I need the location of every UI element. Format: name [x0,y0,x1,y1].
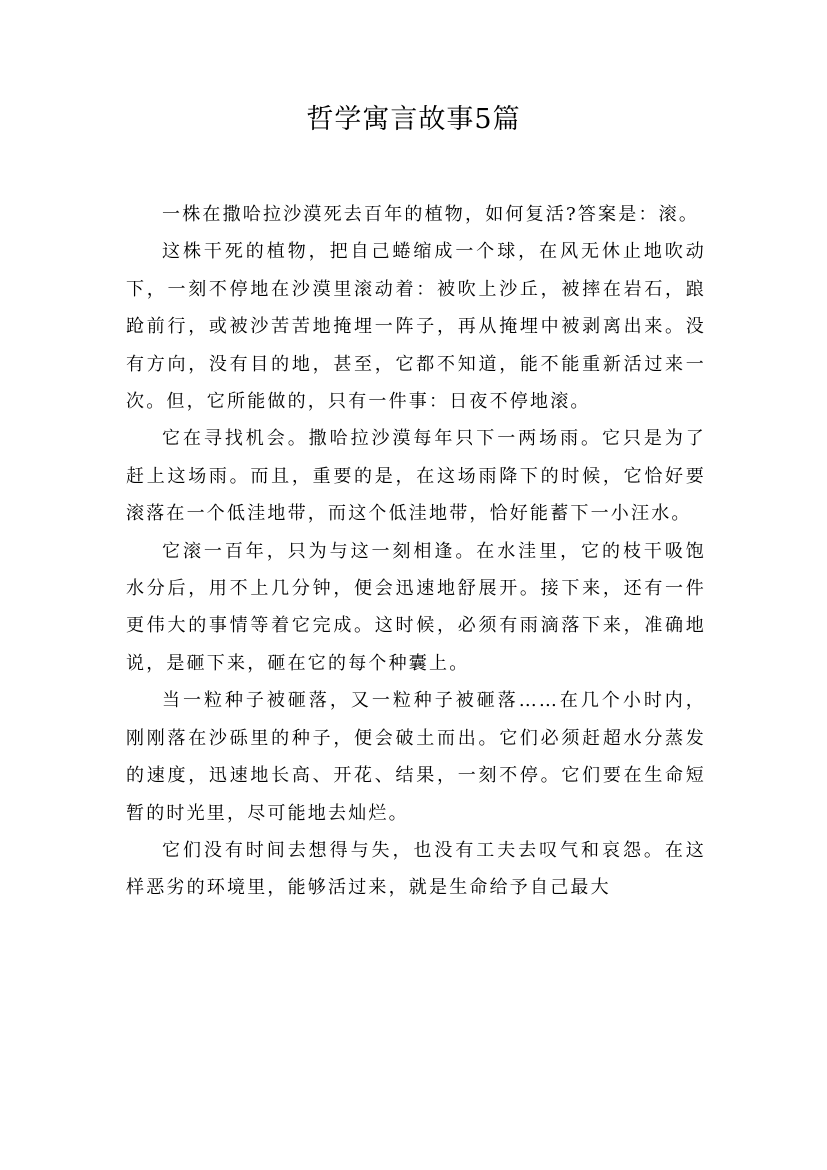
document-title: 哲学寓言故事5篇 [306,104,521,135]
paragraph: 它在寻找机会。撒哈拉沙漠每年只下一两场雨。它只是为了赶上这场雨。而且，重要的是，在这场雨降下的时候，它恰好要滚落在一个低洼地带，而这个低洼地带，恰好能蓄下一小汪水。 [126,428,706,525]
paragraph: 它滚一百年，只为与这一刻相逢。在水洼里，它的枝干吸饱水分后，用不上几分钟，便会迅速地舒展开。接下来，还有一件更伟大的事情等着它完成。这时候，必须有雨滴落下来，准确地说，是砸下来，砸在它的每个种囊上。 [126,540,706,674]
paragraph: 这株干死的植物，把自己蜷缩成一个球，在风无休止地吹动下，一刻不停地在沙漠里滚动着：被吹上沙丘，被摔在岩石，踉跄前行，或被沙苦苦地掩埋一阵子，再从掩埋中被剥离出来。没有方向，没有目的地，甚至，它都不知道，能不能重新活过来一次。但，它所能做的，只有一件事：日夜不停地滚。 [126,241,706,413]
document-body [126,196,706,907]
paragraph: 当一粒种子被砸落，又一粒种子被砸落……在几个小时内，刚刚落在沙砾里的种子，便会破土而出。它们必须赶超水分蒸发的速度，迅速地长高、开花、结果，一刻不停。它们要在生命短暂的时光里，尽可能地去灿烂。 [126,690,706,824]
paragraph: 一株在撒哈拉沙漠死去百年的植物，如何复活?答案是：滚。 [162,204,700,225]
paragraph: 它们没有时间去想得与失，也没有工夫去叹气和哀怨。在这样恶劣的环境里，能够活过来，就是生命给予自己最大 [126,839,706,899]
